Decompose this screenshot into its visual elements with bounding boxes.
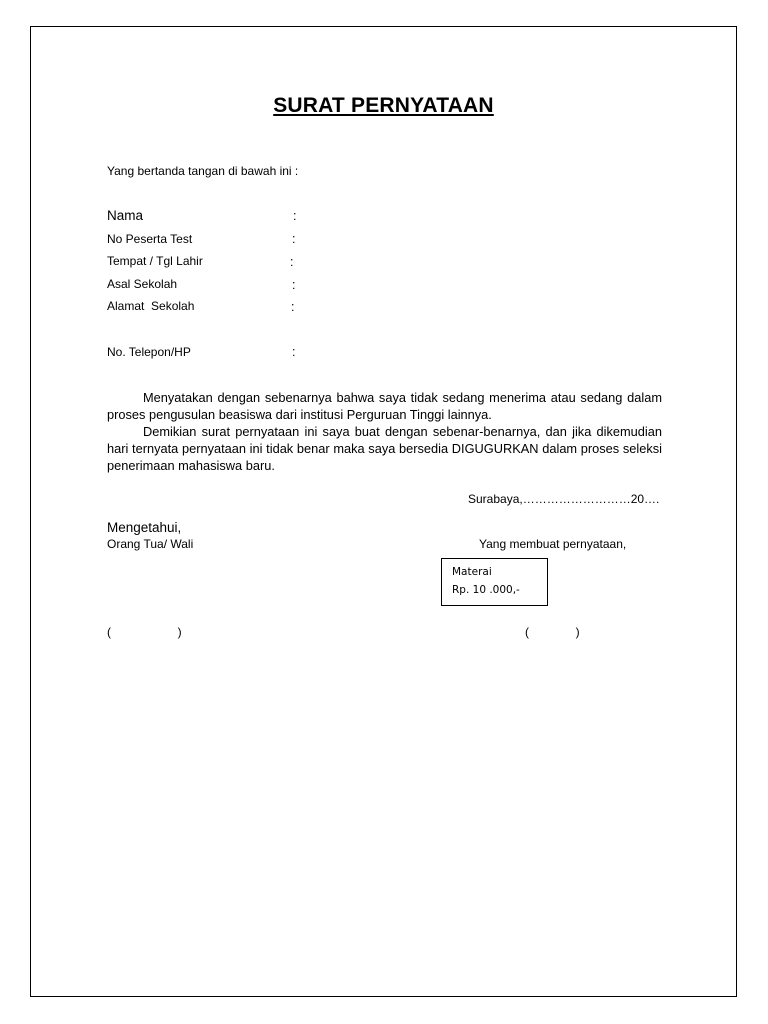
field-colon: : [291, 300, 295, 314]
field-colon: : [290, 255, 294, 269]
field-colon: : [292, 232, 296, 246]
document-title: SURAT PERNYATAAN [273, 94, 494, 117]
field-colon: : [292, 278, 296, 292]
field-colon: : [293, 209, 297, 223]
statement-paragraph-1: Menyatakan dengan sebenarnya bahwa saya tidak sedang menerima atau sedang dalam proses pengusulan beasiswa dari institusi Perguruan Tinggi lainnya. [107, 390, 662, 422]
field-label-no-peserta: No Peserta Test [107, 232, 193, 246]
place-date: Surabaya,………………………20…. [468, 492, 660, 506]
field-label-telepon: No. Telepon/HP [107, 345, 191, 359]
signature-right: ( ) [525, 625, 580, 639]
field-label-ttl: Tempat / Tgl Lahir [107, 254, 203, 268]
stamp-line-2: Rp. 10 .000,- [452, 584, 520, 596]
stamp-line-1: Materai [452, 566, 492, 578]
guardian-label: Orang Tua/ Wali [107, 537, 194, 551]
intro-text: Yang bertanda tangan di bawah ini : [107, 164, 299, 178]
field-label-nama: Nama [107, 208, 144, 223]
field-label-alamat-sekolah: Alamat Sekolah [107, 299, 195, 313]
signature-left: ( ) [107, 625, 182, 639]
statement-paragraph-2: Demikian surat pernyataan ini saya buat dengan sebenar-benarnya, dan jika dikemudian hari ternyata pernyataan ini tidak benar maka saya bersedia DIGUGURKAN dalam proses seleksi penerimaan mahasiswa baru. [107, 424, 662, 473]
field-label-asal-sekolah: Asal Sekolah [107, 277, 178, 291]
declarant-label: Yang membuat pernyataan, [479, 537, 627, 551]
field-colon: : [292, 345, 296, 359]
statement-body [107, 389, 662, 474]
stamp-box [441, 558, 548, 606]
acknowledged-label: Mengetahui, [107, 520, 182, 535]
document-page [30, 26, 737, 997]
